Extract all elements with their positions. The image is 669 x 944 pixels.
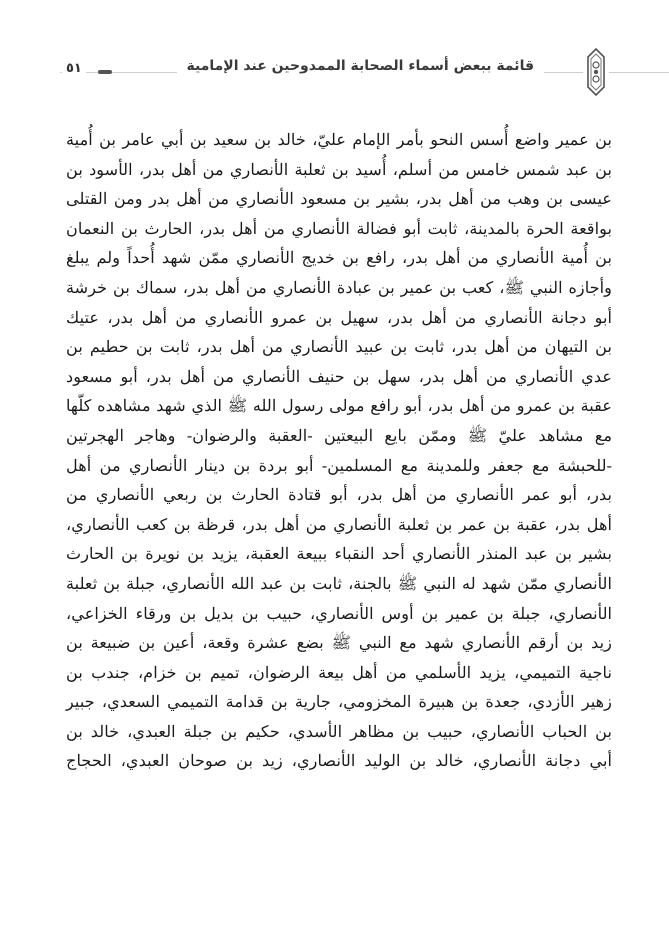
text-line: أبو دجانة الأنصاري من أهل بدر، سهيل بن عمرو الأنصاري من أهل بدر، عتيك — [66, 307, 612, 327]
text-line: بن الحباب الأنصاري، حبيب بن مظاهر الأسدي، حكيم بن جبلة العبدي، خالد بن — [66, 721, 612, 741]
text-line: بدر، أبو عمر الأنصاري من أهل بدر، أبو قتادة الحارث بن ربعي الأنصاري من — [66, 485, 612, 505]
text-line: الأنصاري ممّن شهد له النبي ﷺ بالجنة، ثابت بن عبد الله الأنصاري، جبلة بن ثعلبة — [66, 573, 612, 593]
text-line: بشير بن عبد المنذر الأنصاري أحد النقباء ببيعة العقبة، يزيد بن نويرة بن الحارث — [66, 544, 612, 564]
text-line: زيد بن أرقم الأنصاري شهد مع النبي ﷺ بضع عشرة وقعة، أعين بن ضبيعة بن — [66, 633, 612, 653]
text-line: أبي دجانة الأنصاري، خالد بن الوليد الأنصاري، زيد بن صوحان العبدي، الحجاج — [66, 751, 612, 771]
text-line: بن أُمية الأنصاري من أهل بدر، رافع بن خديج الأنصاري ممّن شهد أُحداً ولم يبلغ — [66, 248, 612, 268]
text-line: عقبة بن عمرو من أهل بدر، أبو رافع مولى رسول الله ﷺ الذي شهد مشاهده كلّها — [66, 396, 612, 416]
text-line: -للحبشة مع جعفر وللمدينة مع المسلمين- أبو بردة بن دينار الأنصاري من أهل — [66, 455, 612, 475]
page-header — [40, 48, 669, 98]
text-line: عدي الأنصاري من أهل بدر، سهل بن حنيف الأنصاري من أهل بدر، أبو مسعود — [66, 366, 612, 386]
text-line: بن عمير واضع أُسس النحو بأمر الإمام عليّ، خالد بن سعيد بن أبي عامر بن أُمية — [66, 130, 612, 149]
body-text — [66, 125, 612, 776]
text-line: بن عبد شمس خامس من أسلم، أُسيد بن ثعلبة الأنصاري من أهل بدر، الأسود بن — [66, 159, 612, 179]
text-line: مع مشاهد عليّ ﷺ وممّن بايع البيعتين -العقبة والرضوان- وهاجر الهجرتين — [66, 425, 612, 445]
header-ornament-icon — [583, 48, 609, 96]
text-line: الأنصاري، جبلة بن عمير بن أوس الأنصاري، حبيب بن بديل بن ورقاء الخزاعي، — [66, 603, 612, 623]
text-line: بواقعة الحرة بالمدينة، ثابت أبو فضالة الأنصاري من أهل بدر، الحارث بن النعمان — [66, 218, 612, 238]
text-line: عيسى بن وهب من أهل بدر، بشير بن مسعود الأنصاري من أهل بدر ومن القتلى — [66, 189, 612, 209]
text-line: وأجازه النبي ﷺ، كعب بن عمير بن عبادة الأنصاري من أهل بدر، سماك بن خرشة — [66, 277, 612, 297]
text-line: ناجية التميمي، يزيد الأسلمي من أهل بيعة الرضوان، تميم بن خزام، جندب بن — [66, 662, 612, 682]
page-number: ٥١ — [62, 61, 86, 76]
text-line: أهل بدر، عقبة بن عمر بن ثعلبة الأنصاري من أهل بدر، قرظة بن كعب الأنصاري، — [66, 514, 612, 534]
text-line: زهير الأزدي، جعدة بن هبيرة المخزومي، جارية بن قدامة التميمي السعدي، جبير — [66, 692, 612, 712]
text-line: بن التيهان من أهل بدر، ثابت بن عبيد الأنصاري من أهل بدر، ثابت بن حطيم بن — [66, 337, 612, 357]
running-title: قائمة ببعض أسماء الصحابة الممدوحين عند الإمامية — [177, 58, 545, 74]
header-dash-ornament — [98, 70, 112, 74]
